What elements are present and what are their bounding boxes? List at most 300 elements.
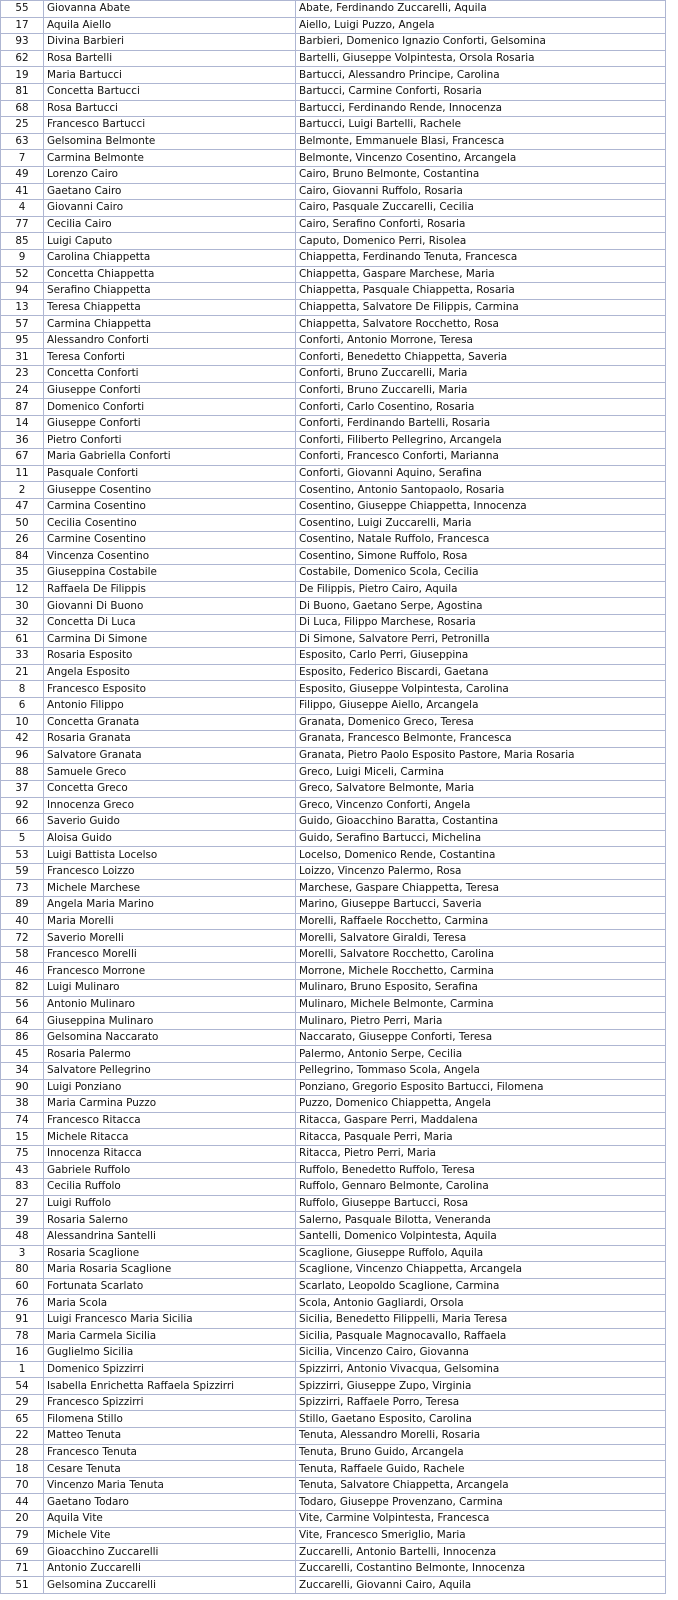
parents-cell[interactable]: Todaro, Giuseppe Provenzano, Carmina xyxy=(296,1494,666,1511)
row-number-cell[interactable]: 27 xyxy=(1,1195,44,1212)
row-number-cell[interactable]: 39 xyxy=(1,1212,44,1229)
row-number-cell[interactable]: 57 xyxy=(1,316,44,333)
parents-cell[interactable]: Chiappetta, Pasquale Chiappetta, Rosaria xyxy=(296,283,666,300)
parents-cell[interactable]: Cairo, Bruno Belmonte, Costantina xyxy=(296,166,666,183)
parents-cell[interactable]: Loizzo, Vincenzo Palermo, Rosa xyxy=(296,863,666,880)
row-number-cell[interactable]: 19 xyxy=(1,67,44,84)
parents-cell[interactable]: Sicilia, Pasquale Magnocavallo, Raffaela xyxy=(296,1328,666,1345)
person-name-cell[interactable]: Vincenza Cosentino xyxy=(44,548,296,565)
parents-cell[interactable]: Bartucci, Luigi Bartelli, Rachele xyxy=(296,117,666,134)
person-name-cell[interactable]: Rosaria Esposito xyxy=(44,648,296,665)
row-number-cell[interactable]: 3 xyxy=(1,1245,44,1262)
person-name-cell[interactable]: Maria Gabriella Conforti xyxy=(44,449,296,466)
parents-cell[interactable]: Aiello, Luigi Puzzo, Angela xyxy=(296,17,666,34)
person-name-cell[interactable]: Domenico Conforti xyxy=(44,399,296,416)
person-name-cell[interactable]: Rosaria Scaglione xyxy=(44,1245,296,1262)
parents-cell[interactable]: Esposito, Giuseppe Volpintesta, Carolina xyxy=(296,681,666,698)
person-name-cell[interactable]: Aquila Aiello xyxy=(44,17,296,34)
person-name-cell[interactable]: Giuseppe Conforti xyxy=(44,382,296,399)
person-name-cell[interactable]: Filomena Stillo xyxy=(44,1411,296,1428)
parents-cell[interactable]: Ruffolo, Gennaro Belmonte, Carolina xyxy=(296,1179,666,1196)
parents-cell[interactable]: Cosentino, Simone Ruffolo, Rosa xyxy=(296,548,666,565)
person-name-cell[interactable]: Giovanni Di Buono xyxy=(44,598,296,615)
row-number-cell[interactable]: 66 xyxy=(1,814,44,831)
row-number-cell[interactable]: 72 xyxy=(1,930,44,947)
person-name-cell[interactable]: Giuseppina Mulinaro xyxy=(44,1013,296,1030)
person-name-cell[interactable]: Maria Carmela Sicilia xyxy=(44,1328,296,1345)
person-name-cell[interactable]: Gabriele Ruffolo xyxy=(44,1162,296,1179)
parents-cell[interactable]: Ruffolo, Giuseppe Bartucci, Rosa xyxy=(296,1195,666,1212)
person-name-cell[interactable]: Maria Carmina Puzzo xyxy=(44,1096,296,1113)
person-name-cell[interactable]: Giovanna Abate xyxy=(44,1,296,18)
row-number-cell[interactable]: 26 xyxy=(1,532,44,549)
person-name-cell[interactable]: Michele Marchese xyxy=(44,880,296,897)
parents-cell[interactable]: Mulinaro, Michele Belmonte, Carmina xyxy=(296,996,666,1013)
row-number-cell[interactable]: 48 xyxy=(1,1228,44,1245)
row-number-cell[interactable]: 78 xyxy=(1,1328,44,1345)
parents-cell[interactable]: Zuccarelli, Antonio Bartelli, Innocenza xyxy=(296,1544,666,1561)
parents-cell[interactable]: Zuccarelli, Costantino Belmonte, Innocenza xyxy=(296,1560,666,1577)
person-name-cell[interactable]: Cecilia Ruffolo xyxy=(44,1179,296,1196)
row-number-cell[interactable]: 24 xyxy=(1,382,44,399)
parents-cell[interactable]: Chiappetta, Salvatore De Filippis, Carmina xyxy=(296,299,666,316)
parents-cell[interactable]: Ruffolo, Benedetto Ruffolo, Teresa xyxy=(296,1162,666,1179)
person-name-cell[interactable]: Carolina Chiappetta xyxy=(44,249,296,266)
parents-cell[interactable]: Tenuta, Alessandro Morelli, Rosaria xyxy=(296,1428,666,1445)
row-number-cell[interactable]: 7 xyxy=(1,150,44,167)
person-name-cell[interactable]: Aloisa Guido xyxy=(44,830,296,847)
row-number-cell[interactable]: 83 xyxy=(1,1179,44,1196)
person-name-cell[interactable]: Maria Bartucci xyxy=(44,67,296,84)
row-number-cell[interactable]: 5 xyxy=(1,830,44,847)
person-name-cell[interactable]: Alessandro Conforti xyxy=(44,332,296,349)
row-number-cell[interactable]: 29 xyxy=(1,1394,44,1411)
row-number-cell[interactable]: 45 xyxy=(1,1046,44,1063)
row-number-cell[interactable]: 25 xyxy=(1,117,44,134)
row-number-cell[interactable]: 88 xyxy=(1,764,44,781)
parents-cell[interactable]: Tenuta, Salvatore Chiappetta, Arcangela xyxy=(296,1477,666,1494)
table-row xyxy=(1,200,666,217)
parents-cell[interactable]: Granata, Francesco Belmonte, Francesca xyxy=(296,731,666,748)
person-name-cell[interactable]: Carmina Chiappetta xyxy=(44,316,296,333)
table-row xyxy=(1,1162,666,1179)
row-number-cell[interactable]: 69 xyxy=(1,1544,44,1561)
row-number-cell[interactable]: 75 xyxy=(1,1145,44,1162)
row-number-cell[interactable]: 89 xyxy=(1,897,44,914)
parents-cell[interactable]: Morelli, Salvatore Rocchetto, Carolina xyxy=(296,946,666,963)
row-number-cell[interactable]: 76 xyxy=(1,1295,44,1312)
row-number-cell[interactable]: 49 xyxy=(1,166,44,183)
row-number-cell[interactable]: 2 xyxy=(1,482,44,499)
row-number-cell[interactable]: 77 xyxy=(1,216,44,233)
parents-cell[interactable]: Cosentino, Antonio Santopaolo, Rosaria xyxy=(296,482,666,499)
row-number-cell[interactable]: 67 xyxy=(1,449,44,466)
parents-cell[interactable]: Filippo, Giuseppe Aiello, Arcangela xyxy=(296,697,666,714)
parents-cell[interactable]: Santelli, Domenico Volpintesta, Aquila xyxy=(296,1228,666,1245)
parents-cell[interactable]: Mulinaro, Bruno Esposito, Serafina xyxy=(296,980,666,997)
parents-cell[interactable]: Salerno, Pasquale Bilotta, Veneranda xyxy=(296,1212,666,1229)
row-number-cell[interactable]: 68 xyxy=(1,100,44,117)
row-number-cell[interactable]: 38 xyxy=(1,1096,44,1113)
parents-cell[interactable]: Di Buono, Gaetano Serpe, Agostina xyxy=(296,598,666,615)
parents-cell[interactable]: Cairo, Serafino Conforti, Rosaria xyxy=(296,216,666,233)
person-name-cell[interactable]: Carmina Belmonte xyxy=(44,150,296,167)
table-row xyxy=(1,415,666,432)
row-number-cell[interactable]: 84 xyxy=(1,548,44,565)
row-number-cell[interactable]: 15 xyxy=(1,1129,44,1146)
person-name-cell[interactable]: Antonio Mulinaro xyxy=(44,996,296,1013)
row-number-cell[interactable]: 50 xyxy=(1,515,44,532)
parents-cell[interactable]: Scaglione, Giuseppe Ruffolo, Aquila xyxy=(296,1245,666,1262)
person-name-cell[interactable]: Giovanni Cairo xyxy=(44,200,296,217)
table-row xyxy=(1,913,666,930)
table-row xyxy=(1,1212,666,1229)
parents-cell[interactable]: Ponziano, Gregorio Esposito Bartucci, Filomena xyxy=(296,1079,666,1096)
parents-cell[interactable]: Spizzirri, Antonio Vivacqua, Gelsomina xyxy=(296,1361,666,1378)
person-name-cell[interactable]: Gaetano Cairo xyxy=(44,183,296,200)
row-number-cell[interactable]: 86 xyxy=(1,1029,44,1046)
row-number-cell[interactable]: 59 xyxy=(1,863,44,880)
row-number-cell[interactable]: 61 xyxy=(1,631,44,648)
parents-cell[interactable]: Locelso, Domenico Rende, Costantina xyxy=(296,847,666,864)
row-number-cell[interactable]: 28 xyxy=(1,1444,44,1461)
parents-cell[interactable]: Conforti, Francesco Conforti, Marianna xyxy=(296,449,666,466)
row-number-cell[interactable]: 53 xyxy=(1,847,44,864)
person-name-cell[interactable]: Rosaria Granata xyxy=(44,731,296,748)
parents-cell[interactable]: Vite, Carmine Volpintesta, Francesca xyxy=(296,1511,666,1528)
parents-cell[interactable]: Cosentino, Luigi Zuccarelli, Maria xyxy=(296,515,666,532)
parents-cell[interactable]: Abate, Ferdinando Zuccarelli, Aquila xyxy=(296,1,666,18)
row-number-cell[interactable]: 21 xyxy=(1,664,44,681)
person-name-cell[interactable]: Francesco Esposito xyxy=(44,681,296,698)
person-name-cell[interactable]: Angela Maria Marino xyxy=(44,897,296,914)
row-number-cell[interactable]: 9 xyxy=(1,249,44,266)
person-name-cell[interactable]: Matteo Tenuta xyxy=(44,1428,296,1445)
parents-cell[interactable]: Guido, Gioacchino Baratta, Costantina xyxy=(296,814,666,831)
row-number-cell[interactable]: 95 xyxy=(1,332,44,349)
person-name-cell[interactable]: Michele Vite xyxy=(44,1527,296,1544)
parents-cell[interactable]: Conforti, Benedetto Chiappetta, Saveria xyxy=(296,349,666,366)
row-number-cell[interactable]: 94 xyxy=(1,283,44,300)
person-name-cell[interactable]: Gelsomina Belmonte xyxy=(44,133,296,150)
row-number-cell[interactable]: 62 xyxy=(1,50,44,67)
person-name-cell[interactable]: Luigi Caputo xyxy=(44,233,296,250)
row-number-cell[interactable]: 32 xyxy=(1,614,44,631)
row-number-cell[interactable]: 92 xyxy=(1,797,44,814)
parents-cell[interactable]: Cosentino, Natale Ruffolo, Francesca xyxy=(296,532,666,549)
row-number-cell[interactable]: 37 xyxy=(1,780,44,797)
parents-cell[interactable]: Mulinaro, Pietro Perri, Maria xyxy=(296,1013,666,1030)
person-name-cell[interactable]: Raffaela De Filippis xyxy=(44,581,296,598)
person-name-cell[interactable]: Lorenzo Cairo xyxy=(44,166,296,183)
person-name-cell[interactable]: Francesco Ritacca xyxy=(44,1112,296,1129)
row-number-cell[interactable]: 16 xyxy=(1,1345,44,1362)
parents-cell[interactable]: Tenuta, Raffaele Guido, Rachele xyxy=(296,1461,666,1478)
person-name-cell[interactable]: Pietro Conforti xyxy=(44,432,296,449)
person-name-cell[interactable]: Salvatore Pellegrino xyxy=(44,1063,296,1080)
person-name-cell[interactable]: Fortunata Scarlato xyxy=(44,1278,296,1295)
parents-cell[interactable]: Scarlato, Leopoldo Scaglione, Carmina xyxy=(296,1278,666,1295)
row-number-cell[interactable]: 8 xyxy=(1,681,44,698)
parents-cell[interactable]: Granata, Pietro Paolo Esposito Pastore, Maria Rosaria xyxy=(296,747,666,764)
row-number-cell[interactable]: 44 xyxy=(1,1494,44,1511)
person-name-cell[interactable]: Isabella Enrichetta Raffaela Spizzirri xyxy=(44,1378,296,1395)
parents-cell[interactable]: Conforti, Filiberto Pellegrino, Arcangela xyxy=(296,432,666,449)
parents-cell[interactable]: Conforti, Giovanni Aquino, Serafina xyxy=(296,465,666,482)
row-number-cell[interactable]: 87 xyxy=(1,399,44,416)
parents-cell[interactable]: Granata, Domenico Greco, Teresa xyxy=(296,714,666,731)
person-name-cell[interactable]: Francesco Morrone xyxy=(44,963,296,980)
person-name-cell[interactable]: Francesco Loizzo xyxy=(44,863,296,880)
row-number-cell[interactable]: 91 xyxy=(1,1311,44,1328)
parents-cell[interactable]: Belmonte, Emmanuele Blasi, Francesca xyxy=(296,133,666,150)
person-name-cell[interactable]: Angela Esposito xyxy=(44,664,296,681)
row-number-cell[interactable]: 79 xyxy=(1,1527,44,1544)
row-number-cell[interactable]: 34 xyxy=(1,1063,44,1080)
table-row xyxy=(1,316,666,333)
row-number-cell[interactable]: 81 xyxy=(1,83,44,100)
person-name-cell[interactable]: Innocenza Greco xyxy=(44,797,296,814)
parents-cell[interactable]: Conforti, Ferdinando Bartelli, Rosaria xyxy=(296,415,666,432)
row-number-cell[interactable]: 47 xyxy=(1,498,44,515)
parents-cell[interactable]: Bartucci, Alessandro Principe, Carolina xyxy=(296,67,666,84)
parents-cell[interactable]: Greco, Salvatore Belmonte, Maria xyxy=(296,780,666,797)
person-name-cell[interactable]: Concetta Bartucci xyxy=(44,83,296,100)
row-number-cell[interactable]: 14 xyxy=(1,415,44,432)
parents-cell[interactable]: Marchese, Gaspare Chiappetta, Teresa xyxy=(296,880,666,897)
person-name-cell[interactable]: Carmine Cosentino xyxy=(44,532,296,549)
table-row xyxy=(1,117,666,134)
row-number-cell[interactable]: 64 xyxy=(1,1013,44,1030)
person-name-cell[interactable]: Maria Rosaria Scaglione xyxy=(44,1262,296,1279)
parents-cell[interactable]: Ritacca, Pietro Perri, Maria xyxy=(296,1145,666,1162)
person-name-cell[interactable]: Rosaria Palermo xyxy=(44,1046,296,1063)
parents-cell[interactable]: Conforti, Carlo Cosentino, Rosaria xyxy=(296,399,666,416)
row-number-cell[interactable]: 1 xyxy=(1,1361,44,1378)
person-name-cell[interactable]: Antonio Filippo xyxy=(44,697,296,714)
parents-cell[interactable]: Pellegrino, Tommaso Scola, Angela xyxy=(296,1063,666,1080)
parents-cell[interactable]: Cairo, Pasquale Zuccarelli, Cecilia xyxy=(296,200,666,217)
row-number-cell[interactable]: 31 xyxy=(1,349,44,366)
person-name-cell[interactable]: Saverio Guido xyxy=(44,814,296,831)
row-number-cell[interactable]: 43 xyxy=(1,1162,44,1179)
row-number-cell[interactable]: 63 xyxy=(1,133,44,150)
row-number-cell[interactable]: 71 xyxy=(1,1560,44,1577)
row-number-cell[interactable]: 85 xyxy=(1,233,44,250)
person-name-cell[interactable]: Gioacchino Zuccarelli xyxy=(44,1544,296,1561)
parents-cell[interactable]: Morelli, Raffaele Rocchetto, Carmina xyxy=(296,913,666,930)
person-name-cell[interactable]: Pasquale Conforti xyxy=(44,465,296,482)
parents-cell[interactable]: Chiappetta, Gaspare Marchese, Maria xyxy=(296,266,666,283)
parents-cell[interactable]: Barbieri, Domenico Ignazio Conforti, Gelsomina xyxy=(296,34,666,51)
person-name-cell[interactable]: Francesco Tenuta xyxy=(44,1444,296,1461)
parents-cell[interactable]: Esposito, Carlo Perri, Giuseppina xyxy=(296,648,666,665)
row-number-cell[interactable]: 35 xyxy=(1,565,44,582)
row-number-cell[interactable]: 20 xyxy=(1,1511,44,1528)
person-name-cell[interactable]: Serafino Chiappetta xyxy=(44,283,296,300)
row-number-cell[interactable]: 58 xyxy=(1,946,44,963)
row-number-cell[interactable]: 90 xyxy=(1,1079,44,1096)
person-name-cell[interactable]: Luigi Ponziano xyxy=(44,1079,296,1096)
parents-cell[interactable]: Tenuta, Bruno Guido, Arcangela xyxy=(296,1444,666,1461)
parents-cell[interactable]: Sicilia, Benedetto Filippelli, Maria Teresa xyxy=(296,1311,666,1328)
person-name-cell[interactable]: Guglielmo Sicilia xyxy=(44,1345,296,1362)
person-name-cell[interactable]: Teresa Conforti xyxy=(44,349,296,366)
parents-cell[interactable]: Marino, Giuseppe Bartucci, Saveria xyxy=(296,897,666,914)
person-name-cell[interactable]: Maria Morelli xyxy=(44,913,296,930)
parents-cell[interactable]: Bartucci, Carmine Conforti, Rosaria xyxy=(296,83,666,100)
person-name-cell[interactable]: Salvatore Granata xyxy=(44,747,296,764)
person-name-cell[interactable]: Rosaria Salerno xyxy=(44,1212,296,1229)
parents-cell[interactable]: Conforti, Bruno Zuccarelli, Maria xyxy=(296,366,666,383)
parents-cell[interactable]: Greco, Luigi Miceli, Carmina xyxy=(296,764,666,781)
person-name-cell[interactable]: Luigi Ruffolo xyxy=(44,1195,296,1212)
row-number-cell[interactable]: 65 xyxy=(1,1411,44,1428)
row-number-cell[interactable]: 70 xyxy=(1,1477,44,1494)
row-number-cell[interactable]: 80 xyxy=(1,1262,44,1279)
row-number-cell[interactable]: 40 xyxy=(1,913,44,930)
person-name-cell[interactable]: Innocenza Ritacca xyxy=(44,1145,296,1162)
person-name-cell[interactable]: Concetta Greco xyxy=(44,780,296,797)
parents-cell[interactable]: Spizzirri, Giuseppe Zupo, Virginia xyxy=(296,1378,666,1395)
parents-cell[interactable]: Chiappetta, Salvatore Rocchetto, Rosa xyxy=(296,316,666,333)
person-name-cell[interactable]: Aquila Vite xyxy=(44,1511,296,1528)
row-number-cell[interactable]: 6 xyxy=(1,697,44,714)
person-name-cell[interactable]: Carmina Di Simone xyxy=(44,631,296,648)
parents-cell[interactable]: Costabile, Domenico Scola, Cecilia xyxy=(296,565,666,582)
row-number-cell[interactable]: 33 xyxy=(1,648,44,665)
parents-cell[interactable]: Scaglione, Vincenzo Chiappetta, Arcangela xyxy=(296,1262,666,1279)
row-number-cell[interactable]: 12 xyxy=(1,581,44,598)
parents-cell[interactable]: Di Simone, Salvatore Perri, Petronilla xyxy=(296,631,666,648)
row-number-cell[interactable]: 56 xyxy=(1,996,44,1013)
table-row xyxy=(1,1295,666,1312)
row-number-cell[interactable]: 41 xyxy=(1,183,44,200)
person-name-cell[interactable]: Samuele Greco xyxy=(44,764,296,781)
person-name-cell[interactable]: Giuseppina Costabile xyxy=(44,565,296,582)
row-number-cell[interactable]: 11 xyxy=(1,465,44,482)
person-name-cell[interactable]: Giuseppe Cosentino xyxy=(44,482,296,499)
person-name-cell[interactable]: Gelsomina Naccarato xyxy=(44,1029,296,1046)
parents-cell[interactable]: Ritacca, Gaspare Perri, Maddalena xyxy=(296,1112,666,1129)
person-name-cell[interactable]: Luigi Battista Locelso xyxy=(44,847,296,864)
row-number-cell[interactable]: 96 xyxy=(1,747,44,764)
parents-cell[interactable]: Scola, Antonio Gagliardi, Orsola xyxy=(296,1295,666,1312)
parents-cell[interactable]: Guido, Serafino Bartucci, Michelina xyxy=(296,830,666,847)
parents-cell[interactable]: Cairo, Giovanni Ruffolo, Rosaria xyxy=(296,183,666,200)
table-row xyxy=(1,780,666,797)
person-name-cell[interactable]: Carmina Cosentino xyxy=(44,498,296,515)
row-number-cell[interactable]: 23 xyxy=(1,366,44,383)
person-name-cell[interactable]: Rosa Bartelli xyxy=(44,50,296,67)
person-name-cell[interactable]: Domenico Spizzirri xyxy=(44,1361,296,1378)
parents-cell[interactable]: Esposito, Federico Biscardi, Gaetana xyxy=(296,664,666,681)
row-number-cell[interactable]: 60 xyxy=(1,1278,44,1295)
person-name-cell[interactable]: Alessandrina Santelli xyxy=(44,1228,296,1245)
row-number-cell[interactable]: 4 xyxy=(1,200,44,217)
row-number-cell[interactable]: 42 xyxy=(1,731,44,748)
parents-cell[interactable]: Conforti, Bruno Zuccarelli, Maria xyxy=(296,382,666,399)
parents-cell[interactable]: Sicilia, Vincenzo Cairo, Giovanna xyxy=(296,1345,666,1362)
row-number-cell[interactable]: 18 xyxy=(1,1461,44,1478)
parents-cell[interactable]: Belmonte, Vincenzo Cosentino, Arcangela xyxy=(296,150,666,167)
row-number-cell[interactable]: 93 xyxy=(1,34,44,51)
table-row xyxy=(1,216,666,233)
person-name-cell[interactable]: Saverio Morelli xyxy=(44,930,296,947)
person-name-cell[interactable]: Cecilia Cairo xyxy=(44,216,296,233)
parents-cell[interactable]: Morelli, Salvatore Giraldi, Teresa xyxy=(296,930,666,947)
parents-cell[interactable]: Di Luca, Filippo Marchese, Rosaria xyxy=(296,614,666,631)
row-number-cell[interactable]: 22 xyxy=(1,1428,44,1445)
parents-cell[interactable]: Bartucci, Ferdinando Rende, Innocenza xyxy=(296,100,666,117)
person-name-cell[interactable]: Francesco Morelli xyxy=(44,946,296,963)
person-name-cell[interactable]: Maria Scola xyxy=(44,1295,296,1312)
person-name-cell[interactable]: Giuseppe Conforti xyxy=(44,415,296,432)
row-number-cell[interactable]: 54 xyxy=(1,1378,44,1395)
person-name-cell[interactable]: Gaetano Todaro xyxy=(44,1494,296,1511)
person-name-cell[interactable]: Francesco Bartucci xyxy=(44,117,296,134)
parents-cell[interactable]: Morrone, Michele Rocchetto, Carmina xyxy=(296,963,666,980)
parents-cell[interactable]: Caputo, Domenico Perri, Risolea xyxy=(296,233,666,250)
person-name-cell[interactable]: Concetta Chiappetta xyxy=(44,266,296,283)
row-number-cell[interactable]: 46 xyxy=(1,963,44,980)
person-name-cell[interactable]: Gelsomina Zuccarelli xyxy=(44,1577,296,1594)
person-name-cell[interactable]: Michele Ritacca xyxy=(44,1129,296,1146)
parents-cell[interactable]: Cosentino, Giuseppe Chiappetta, Innocenza xyxy=(296,498,666,515)
person-name-cell[interactable]: Cesare Tenuta xyxy=(44,1461,296,1478)
row-number-cell[interactable]: 74 xyxy=(1,1112,44,1129)
row-number-cell[interactable]: 82 xyxy=(1,980,44,997)
person-name-cell[interactable]: Concetta Granata xyxy=(44,714,296,731)
person-name-cell[interactable]: Antonio Zuccarelli xyxy=(44,1560,296,1577)
person-name-cell[interactable]: Cecilia Cosentino xyxy=(44,515,296,532)
row-number-cell[interactable]: 17 xyxy=(1,17,44,34)
person-name-cell[interactable]: Vincenzo Maria Tenuta xyxy=(44,1477,296,1494)
row-number-cell[interactable]: 36 xyxy=(1,432,44,449)
parents-cell[interactable]: Conforti, Antonio Morrone, Teresa xyxy=(296,332,666,349)
person-name-cell[interactable]: Concetta Di Luca xyxy=(44,614,296,631)
parents-cell[interactable]: Puzzo, Domenico Chiappetta, Angela xyxy=(296,1096,666,1113)
parents-cell[interactable]: Greco, Vincenzo Conforti, Angela xyxy=(296,797,666,814)
person-name-cell[interactable]: Teresa Chiappetta xyxy=(44,299,296,316)
row-number-cell[interactable]: 55 xyxy=(1,1,44,18)
row-number-cell[interactable]: 73 xyxy=(1,880,44,897)
person-name-cell[interactable]: Concetta Conforti xyxy=(44,366,296,383)
parents-cell[interactable]: Chiappetta, Ferdinando Tenuta, Francesca xyxy=(296,249,666,266)
person-name-cell[interactable]: Luigi Francesco Maria Sicilia xyxy=(44,1311,296,1328)
person-name-cell[interactable]: Luigi Mulinaro xyxy=(44,980,296,997)
row-number-cell[interactable]: 13 xyxy=(1,299,44,316)
parents-cell[interactable]: Stillo, Gaetano Esposito, Carolina xyxy=(296,1411,666,1428)
table-row xyxy=(1,1378,666,1395)
parents-cell[interactable]: Palermo, Antonio Serpe, Cecilia xyxy=(296,1046,666,1063)
row-number-cell[interactable]: 10 xyxy=(1,714,44,731)
parents-cell[interactable]: Naccarato, Giuseppe Conforti, Teresa xyxy=(296,1029,666,1046)
parents-cell[interactable]: De Filippis, Pietro Cairo, Aquila xyxy=(296,581,666,598)
row-number-cell[interactable]: 52 xyxy=(1,266,44,283)
person-name-cell[interactable]: Divina Barbieri xyxy=(44,34,296,51)
person-name-cell[interactable]: Francesco Spizzirri xyxy=(44,1394,296,1411)
parents-cell[interactable]: Zuccarelli, Giovanni Cairo, Aquila xyxy=(296,1577,666,1594)
parents-cell[interactable]: Bartelli, Giuseppe Volpintesta, Orsola Rosaria xyxy=(296,50,666,67)
parents-cell[interactable]: Ritacca, Pasquale Perri, Maria xyxy=(296,1129,666,1146)
row-number-cell[interactable]: 51 xyxy=(1,1577,44,1594)
table-row xyxy=(1,50,666,67)
row-number-cell[interactable]: 30 xyxy=(1,598,44,615)
parents-cell[interactable]: Spizzirri, Raffaele Porro, Teresa xyxy=(296,1394,666,1411)
person-name-cell[interactable]: Rosa Bartucci xyxy=(44,100,296,117)
parents-cell[interactable]: Vite, Francesco Smeriglio, Maria xyxy=(296,1527,666,1544)
